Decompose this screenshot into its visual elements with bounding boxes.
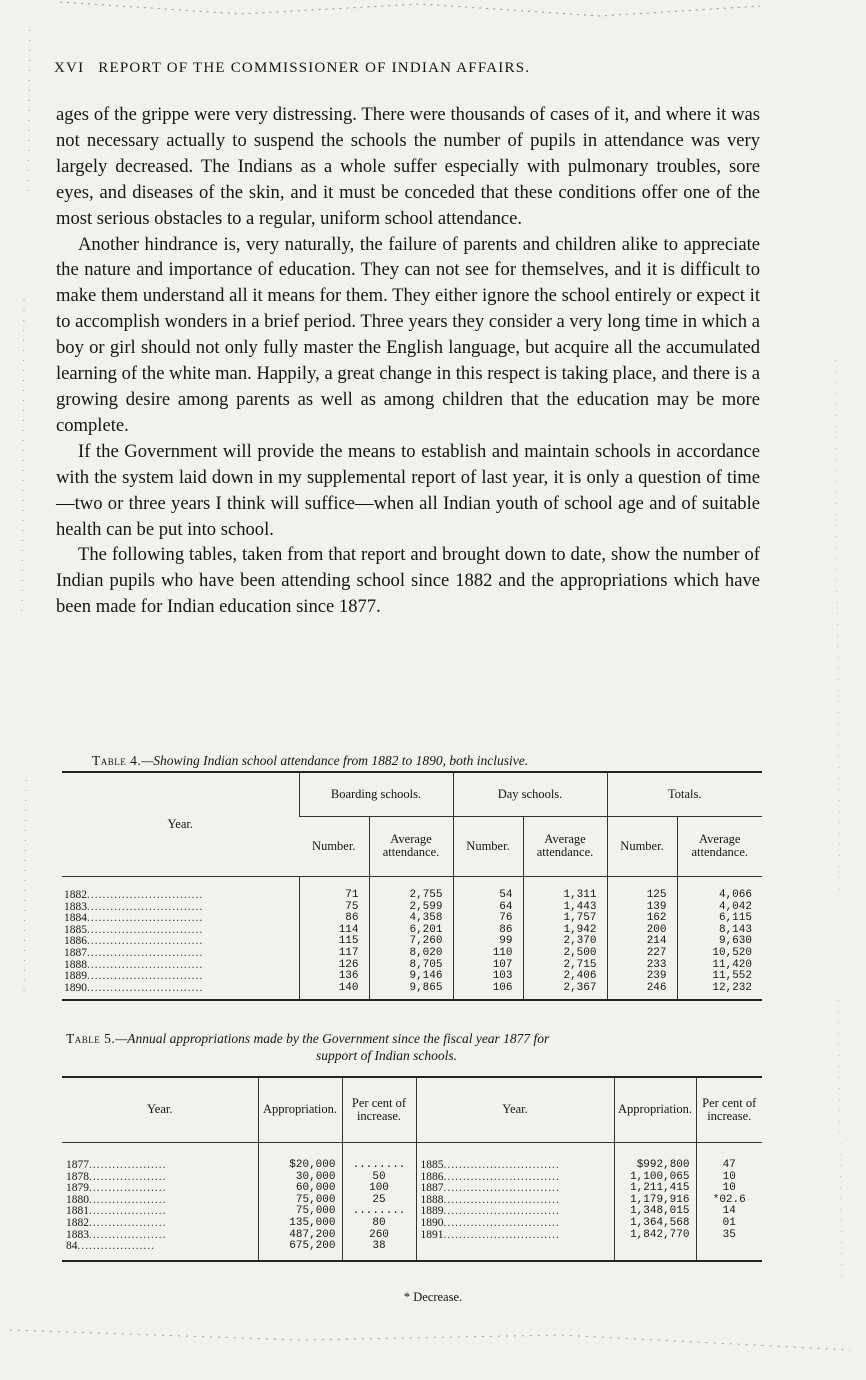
year-cell: 1889 [420,1205,444,1218]
d-avg-cell: 1,757 [523,913,607,925]
year-cell: 1885 [64,923,87,936]
b-num-cell: 114 [299,925,369,937]
table4-sub-number: Number. [607,816,677,876]
b-avg-cell: 6,201 [369,925,453,937]
table5-caption [66,1031,549,1047]
paragraph-1: ages of the grippe were very distressing. There were thousands of cases of it, and where it was not necessary actually to suspend the schools the number of pupils in attendance was very largely decreased. The Indians as a whole suffer especially with pulmonary troubles, sore eyes, and diseases of the skin, and it must be conceded that these conditions offer one of the most serious obstacles to a regular, uniform school attendance. [56,104,760,229]
t-avg-cell: 11,420 [677,960,762,972]
table4-year-header: Year. [62,772,299,876]
year-cell: 1878 [66,1170,89,1183]
dot-leader: .............................. [443,1216,560,1229]
dot-leader: .............................. [87,970,204,983]
b-num-cell: 115 [299,936,369,948]
percent-cell: 10 [696,1183,762,1195]
t-num-cell: 200 [607,925,677,937]
year-cell: 1887 [420,1182,444,1195]
year-cell: 1879 [66,1182,89,1195]
appropriation-cell: 75,000 [258,1206,342,1218]
year-cell: 1883 [64,900,87,913]
t-num-cell: 239 [607,971,677,983]
appropriation-cell: 135,000 [258,1218,342,1230]
d-avg-cell: 2,367 [523,983,607,995]
appropriation-cell: 1,100,065 [614,1172,696,1184]
b-avg-cell: 4,358 [369,913,453,925]
table5-spacer [62,1142,762,1160]
dot-leader: .............................. [87,981,204,994]
t-avg-cell: 8,143 [677,925,762,937]
dot-leader: .............................. [443,1170,560,1183]
percent-cell: 35 [696,1230,762,1242]
table4-caption [92,753,528,769]
attendance-table [62,771,762,1001]
appropriation-cell: $20,000 [258,1160,342,1172]
dot-leader: .................... [89,1205,167,1218]
table4-sub-avg: Average attendance. [369,816,453,876]
appropriation-cell: 30,000 [258,1172,342,1184]
dot-leader: .............................. [87,923,204,936]
table5-pct-header-right: Per cent of increase. [696,1077,762,1142]
d-num-cell: 54 [453,890,523,902]
d-num-cell: 106 [453,983,523,995]
table4-caption-text: —Showing Indian school attendance from 1882 to 1890, both inclusive. [141,753,529,768]
percent-cell: 260 [342,1230,416,1242]
footnote: * Decrease. [403,1290,463,1304]
percent-cell [696,1241,762,1253]
dot-leader: .............................. [87,912,204,925]
d-avg-cell: 2,370 [523,936,607,948]
appropriation-cell: 75,000 [258,1195,342,1207]
appropriation-cell: 1,211,415 [614,1183,696,1195]
year-cell: 1888 [64,958,87,971]
dot-leader: .................... [77,1240,155,1253]
b-avg-cell: 2,599 [369,902,453,914]
year-cell: 1891 [420,1228,444,1241]
table4-sub-avg: Average attendance. [677,816,762,876]
t-num-cell: 125 [607,890,677,902]
b-num-cell: 75 [299,902,369,914]
table-row [62,1218,762,1230]
percent-cell: 10 [696,1172,762,1184]
year-cell: 1884 [64,912,87,925]
t-num-cell: 246 [607,983,677,995]
percent-cell: ........ [342,1160,416,1172]
percent-cell: 47 [696,1160,762,1172]
percent-cell: 14 [696,1206,762,1218]
year-cell: 1883 [66,1228,89,1241]
table5-approp-header-left: Appropriation. [258,1077,342,1142]
page-number: XVI [54,60,85,76]
page-header [54,60,794,77]
t-num-cell: 233 [607,960,677,972]
dot-leader: .................... [89,1182,167,1195]
d-avg-cell: 1,443 [523,902,607,914]
table5-body [62,1142,762,1261]
d-num-cell: 110 [453,948,523,960]
running-title: REPORT OF THE COMMISSIONER OF INDIAN AFFAIRS. [98,60,531,76]
dot-leader: .................... [89,1216,167,1229]
year-cell: 1885 [420,1159,444,1171]
year-cell: 1887 [64,946,87,959]
b-num-cell: 117 [299,948,369,960]
table4-sub-number: Number. [453,816,523,876]
table4-spacer [62,876,762,890]
d-num-cell: 86 [453,925,523,937]
b-avg-cell: 7,260 [369,936,453,948]
year-cell: 1880 [66,1193,89,1206]
percent-cell: 25 [342,1195,416,1207]
table4-group-boarding: Boarding schools. [299,772,453,816]
dot-leader: .............................. [443,1205,560,1218]
year-cell: 1882 [66,1216,89,1229]
appropriation-cell: 487,200 [258,1230,342,1242]
year-cell: 1886 [420,1170,444,1183]
table5-year-header-right: Year. [416,1077,614,1142]
d-num-cell: 64 [453,902,523,914]
dot-leader: .............................. [87,900,204,913]
year-cell: 84 [66,1240,78,1253]
table4-spacer [62,994,762,1000]
year-cell: 1890 [420,1216,444,1229]
table5-pct-header-left: Per cent of increase. [342,1077,416,1142]
d-avg-cell: 1,311 [523,890,607,902]
t-num-cell: 162 [607,913,677,925]
b-num-cell: 86 [299,913,369,925]
table-row [62,1160,762,1172]
dot-leader: .............................. [87,946,204,959]
percent-cell: 01 [696,1218,762,1230]
dot-leader: .............................. [443,1159,560,1171]
dot-leader: .................... [89,1159,167,1171]
d-avg-cell: 1,942 [523,925,607,937]
dot-leader: .............................. [87,889,204,901]
b-avg-cell: 9,865 [369,983,453,995]
b-avg-cell: 9,146 [369,971,453,983]
year-cell: 1889 [64,970,87,983]
t-avg-cell: 9,630 [677,936,762,948]
t-avg-cell: 4,042 [677,902,762,914]
table4-body [62,876,762,1000]
table4-sub-avg: Average attendance. [523,816,607,876]
percent-cell: 100 [342,1183,416,1195]
appropriations-table [62,1076,762,1262]
table5-caption-line1: —Annual appropriations made by the Government since the fiscal year 1877 for [115,1031,550,1046]
dot-leader: .................... [89,1170,167,1183]
table4-group-totals: Totals. [607,772,762,816]
table5-spacer [62,1253,762,1261]
dot-leader: .................... [89,1228,167,1241]
table4-group-day: Day schools. [453,772,607,816]
year-cell: 1877 [66,1159,89,1171]
dot-leader: .............................. [443,1193,560,1206]
appropriation-cell: 1,364,568 [614,1218,696,1230]
t-avg-cell: 4,066 [677,890,762,902]
b-num-cell: 126 [299,960,369,972]
dot-leader: .............................. [443,1228,560,1241]
b-num-cell: 136 [299,971,369,983]
table5-label: Table 5. [66,1031,116,1046]
dot-leader: .............................. [87,958,204,971]
d-avg-cell: 2,500 [523,948,607,960]
d-avg-cell: 2,406 [523,971,607,983]
year-cell: 1881 [66,1205,89,1218]
t-avg-cell: 11,552 [677,971,762,983]
t-num-cell: 139 [607,902,677,914]
d-num-cell: 107 [453,960,523,972]
year-cell: 1886 [64,935,87,948]
appropriation-cell: $992,800 [614,1160,696,1172]
appropriation-cell: 1,348,015 [614,1206,696,1218]
appropriation-cell: 60,000 [258,1183,342,1195]
t-avg-cell: 6,115 [677,913,762,925]
paragraph-3: If the Government will provide the means to establish and maintain schools in accordance with the system laid down in my supplemental report of last year, it is only a question of time—two or three years I think will suffice—when all Indian youth of school age and of suitable health can be put into school. [56,440,760,540]
body-text [56,102,760,620]
percent-cell: 50 [342,1172,416,1184]
year-cell: 1890 [64,981,87,994]
year-cell: 1882 [64,889,87,901]
percent-cell: 80 [342,1218,416,1230]
d-num-cell: 76 [453,913,523,925]
table4-label: Table 4. [92,753,142,768]
table5-year-header-left: Year. [62,1077,258,1142]
t-num-cell: 227 [607,948,677,960]
appropriation-cell: 675,200 [258,1241,342,1253]
percent-cell: *02.6 [696,1195,762,1207]
table4-sub-number: Number. [299,816,369,876]
b-avg-cell: 2,755 [369,890,453,902]
table-row [62,1230,762,1242]
table5-caption-line2: support of Indian schools. [316,1048,458,1063]
dot-leader: .............................. [87,935,204,948]
percent-cell: 38 [342,1241,416,1253]
b-num-cell: 140 [299,983,369,995]
t-num-cell: 214 [607,936,677,948]
paragraph-2: Another hindrance is, very naturally, the failure of parents and children alike to appreciate the nature and importance of education. They can not see for themselves, and it is difficult to make them understand all it means for them. They either ignore the school entirely or expect it to accomplish wonders in a brief period. Three years they consider a very long time in which a boy or girl should not only fully master the English language, but acquire all the accumulated learning of the white man. Happily, a great change in this respect is taking place, and there is a growing desire among parents as well as among children that the education may be more complete. [56,233,760,436]
appropriation-cell: 1,179,916 [614,1195,696,1207]
d-num-cell: 103 [453,971,523,983]
t-avg-cell: 12,232 [677,983,762,995]
appropriation-cell: 1,842,770 [614,1230,696,1242]
table-row [62,1241,762,1253]
table-row [62,983,762,995]
paragraph-4: The following tables, taken from that report and brought down to date, show the number of Indian pupils who have been attending school since 1882 and the appropriations which have been made for Indian education since 1877. [56,544,760,618]
percent-cell: ........ [342,1206,416,1218]
b-avg-cell: 8,020 [369,948,453,960]
b-num-cell: 71 [299,890,369,902]
b-avg-cell: 8,705 [369,960,453,972]
t-avg-cell: 10,520 [677,948,762,960]
table5-approp-header-right: Appropriation. [614,1077,696,1142]
year-cell: 1888 [420,1193,444,1206]
d-num-cell: 99 [453,936,523,948]
d-avg-cell: 2,715 [523,960,607,972]
dot-leader: .............................. [443,1182,560,1195]
appropriation-cell [614,1241,696,1253]
dot-leader: .................... [89,1193,167,1206]
